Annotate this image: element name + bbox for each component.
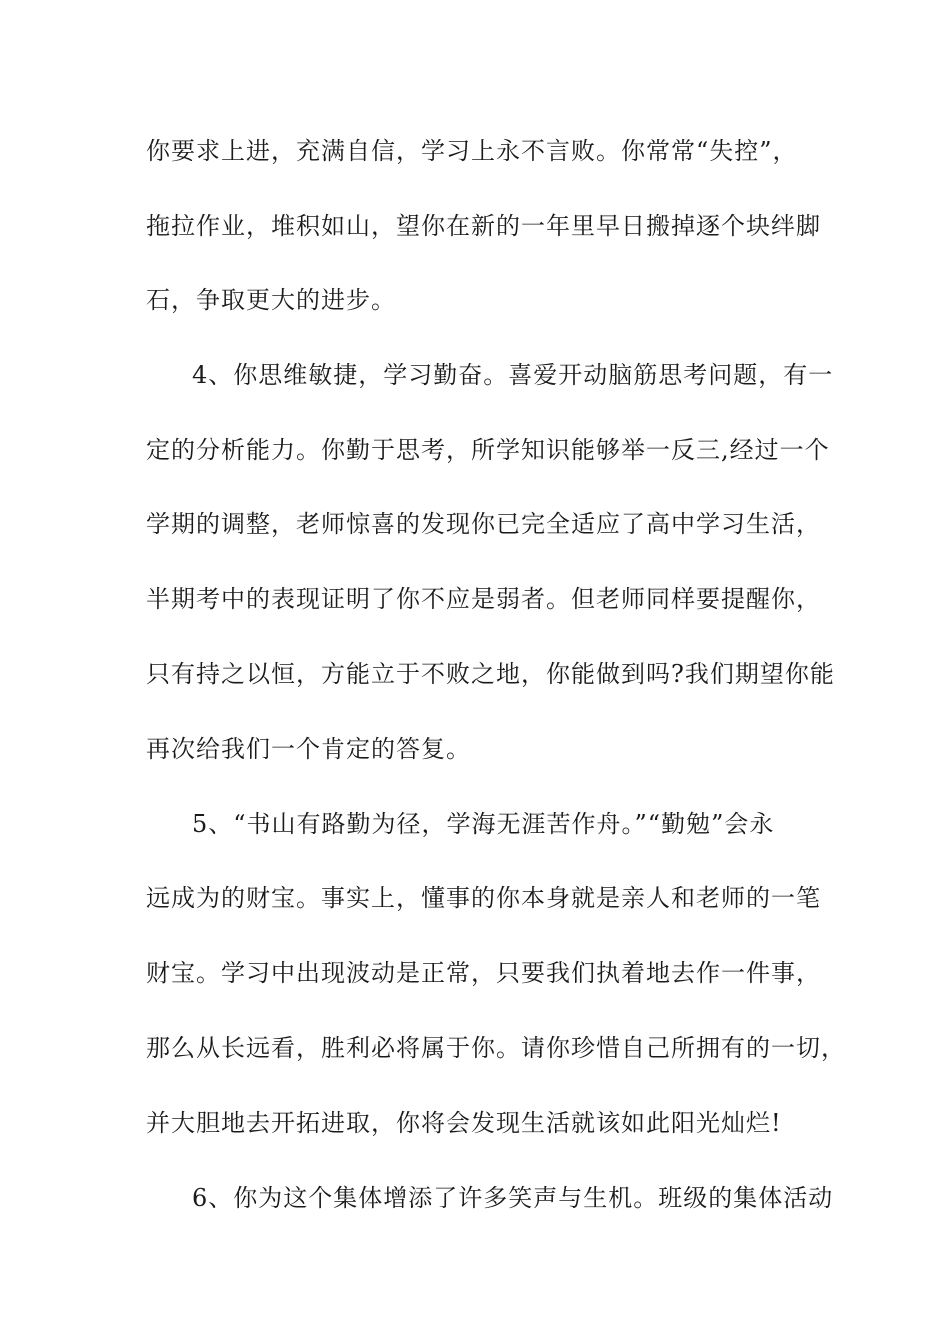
text-line: 只有持之以恒，方能立于不败之地，你能做到吗?我们期望你能 bbox=[146, 660, 835, 688]
paragraph-start-5: 5、“书山有路勤为径，学海无涯苦作舟。”“勤勉”会永 bbox=[192, 810, 775, 838]
text-line: 定的分析能力。你勤于思考，所学知识能够举一反三,经过一个 bbox=[146, 436, 830, 464]
text-line: 半期考中的表现证明了你不应是弱者。但老师同样要提醒你， bbox=[146, 585, 821, 613]
text-line: 远成为的财宝。事实上，懂事的你本身就是亲人和老师的一笔 bbox=[146, 884, 821, 912]
text-line: 你要求上进，充满自信，学习上永不言败。你常常“失控”， bbox=[146, 137, 798, 165]
text-line: 学期的调整，老师惊喜的发现你已完全适应了高中学习生活， bbox=[146, 510, 821, 538]
text-line: 拖拉作业，堆积如山，望你在新的一年里早日搬掉逐个块绊脚 bbox=[146, 212, 821, 240]
text-line: 那么从长远看，胜利必将属于你。请你珍惜自己所拥有的一切， bbox=[146, 1034, 846, 1062]
paragraph-start-6: 6、你为这个集体增添了许多笑声与生机。班级的集体活动 bbox=[192, 1184, 834, 1212]
text-line: 再次给我们一个肯定的答复。 bbox=[146, 735, 471, 763]
paragraph-start-4: 4、你思维敏捷，学习勤奋。喜爱开动脑筋思考问题，有一 bbox=[192, 361, 834, 389]
text-line: 石，争取更大的进步。 bbox=[146, 286, 396, 314]
text-line: 并大胆地去开拓进取，你将会发现生活就该如此阳光灿烂! bbox=[146, 1109, 782, 1137]
text-line: 财宝。学习中出现波动是正常，只要我们执着地去作一件事， bbox=[146, 959, 821, 987]
